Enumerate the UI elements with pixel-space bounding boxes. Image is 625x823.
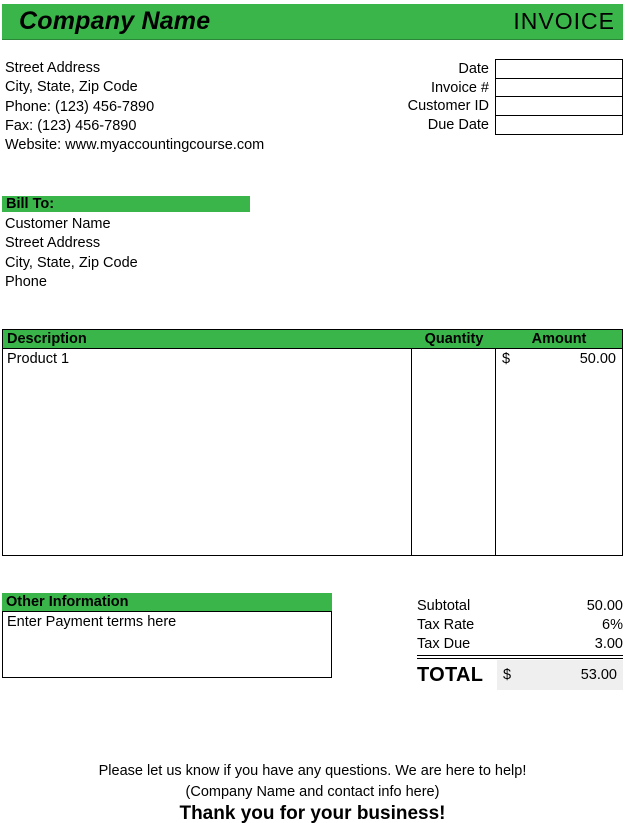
company-fax: Fax: (123) 456-7890	[5, 117, 137, 134]
invoice-number-field[interactable]	[495, 78, 623, 98]
company-name: Company Name	[19, 7, 211, 35]
total-amount-box	[497, 660, 623, 690]
bill-to-info	[5, 215, 138, 292]
tax-due-label: Tax Due	[417, 635, 471, 652]
header-banner	[2, 4, 623, 40]
item-description: Product 1	[7, 351, 70, 367]
invoice-title: INVOICE	[513, 8, 615, 34]
meta-row-date	[357, 59, 623, 79]
item-description-cell[interactable]	[3, 349, 412, 555]
bill-to-header: Bill To:	[2, 196, 250, 212]
footer-message: Please let us know if you have any questions. We are here to help!	[98, 763, 527, 779]
meta-row-customer-id	[357, 96, 623, 116]
items-table	[2, 329, 623, 556]
payment-terms-box[interactable]	[2, 611, 332, 678]
total-row	[417, 660, 623, 690]
subtotal-label: Subtotal	[417, 597, 471, 614]
footer-thanks: Thank you for your business!	[179, 803, 446, 823]
item-quantity-cell[interactable]	[412, 349, 496, 555]
other-information-header: Other Information	[2, 593, 332, 611]
tax-due-row	[417, 634, 623, 653]
tax-rate-value: 6%	[602, 616, 623, 633]
due-date-label: Due Date	[427, 116, 489, 133]
total-label: TOTAL	[417, 663, 484, 686]
totals-section	[417, 596, 623, 690]
tax-rate-label: Tax Rate	[417, 616, 475, 633]
meta-row-invoice-number	[357, 78, 623, 98]
column-header-description: Description	[7, 331, 87, 347]
column-header-amount: Amount	[531, 331, 587, 347]
total-amount-value: 53.00	[580, 667, 617, 683]
bill-to-phone: Phone	[5, 273, 47, 290]
subtotal-value: 50.00	[586, 597, 623, 614]
column-header-quantity: Quantity	[424, 331, 484, 347]
customer-id-label: Customer ID	[407, 98, 489, 114]
tax-due-value: 3.00	[594, 635, 623, 652]
date-label: Date	[458, 61, 489, 77]
bill-to-customer-name: Customer Name	[5, 216, 111, 232]
invoice-meta	[357, 59, 623, 135]
invoice-number-label: Invoice #	[430, 79, 489, 96]
tax-rate-row	[417, 615, 623, 634]
due-date-field[interactable]	[495, 115, 623, 135]
customer-id-field[interactable]	[495, 96, 623, 116]
company-city-state-zip: City, State, Zip Code	[5, 79, 138, 96]
company-info	[5, 59, 264, 155]
date-field[interactable]	[495, 59, 623, 79]
items-table-body	[3, 348, 622, 555]
footer	[0, 761, 625, 823]
item-amount-value: 50.00	[579, 351, 616, 367]
currency-symbol: $	[502, 351, 511, 367]
items-table-header	[3, 330, 622, 348]
totals-divider	[417, 655, 623, 659]
footer-contact-hint: (Company Name and contact info here)	[185, 783, 440, 800]
meta-row-due-date	[357, 115, 623, 135]
bill-to-city-state-zip: City, State, Zip Code	[5, 254, 138, 271]
total-currency-symbol: $	[503, 667, 512, 683]
subtotal-row	[417, 596, 623, 615]
company-street-address: Street Address	[5, 60, 101, 76]
company-website: Website: www.myaccountingcourse.com	[5, 137, 265, 154]
item-amount-cell[interactable]	[496, 349, 622, 555]
payment-terms-text: Enter Payment terms here	[7, 614, 177, 630]
bill-to-street-address: Street Address	[5, 235, 101, 252]
company-phone: Phone: (123) 456-7890	[5, 98, 155, 115]
